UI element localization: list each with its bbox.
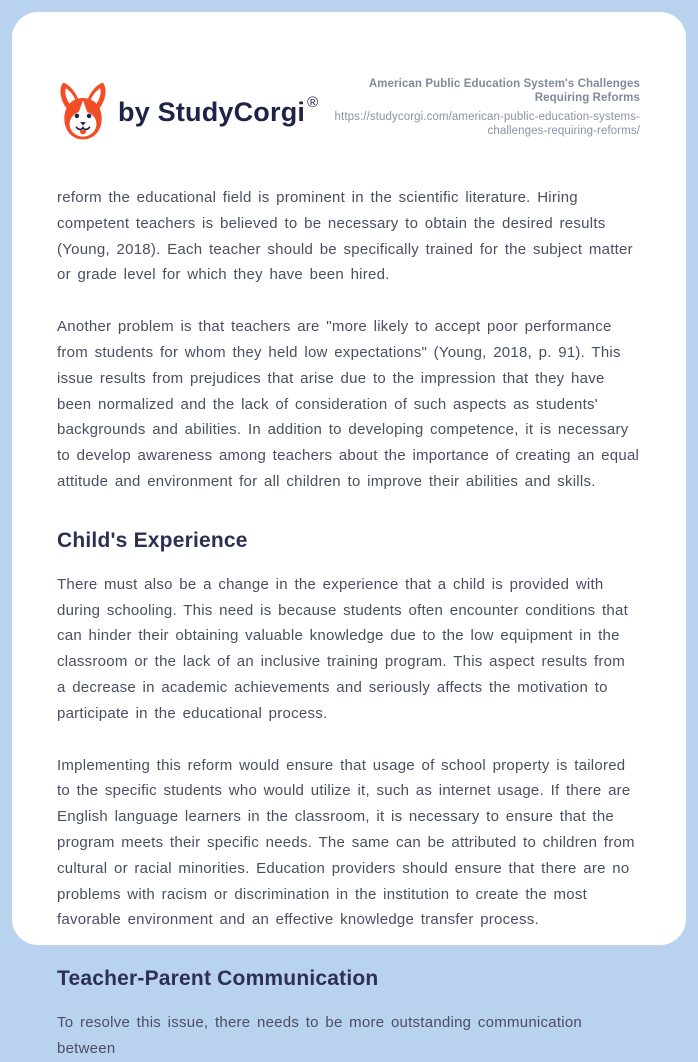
paragraph: To resolve this issue, there needs to be more outstanding communication between xyxy=(57,1014,583,1057)
article-body xyxy=(57,185,640,1062)
studycorgi-logo xyxy=(57,70,318,142)
brand-name-text: by StudyCorgi xyxy=(118,97,306,127)
section-heading-childs-experience: Child's Experience xyxy=(57,528,248,552)
brand-name xyxy=(118,94,318,128)
document-source-url: https://studycorgi.com/american-public-education-systems-challenges-requiring-reforms/ xyxy=(334,111,640,137)
section-heading-teacher-parent-communication: Teacher-Parent Communication xyxy=(57,967,379,991)
document-header xyxy=(57,70,640,142)
document-meta xyxy=(318,70,640,138)
document-card xyxy=(12,12,686,1057)
paragraph: Another problem is that teachers are "more likely to accept poor performance from students for whom they held low expectations" (Young, 2018, p. 91). This issue results from prejudices that arise due to the impression that they have been normalized and the lack of consideration of such aspects as students' backgrounds and abilities. In addition to developing competence, it is necessary to develop awareness among teachers about the importance of creating an equal attitude and environment for all children to improve their abilities and skills. xyxy=(57,318,640,490)
registered-trademark-mark: ® xyxy=(307,94,319,111)
document-title: American Public Education System's Challenges Requiring Reforms xyxy=(368,78,640,104)
corgi-dog-icon xyxy=(57,80,109,142)
paragraph: Implementing this reform would ensure that usage of school property is tailored to the specific students who would utilize it, such as internet usage. If there are English language learners in the classroom, it is necessary to ensure that the program meets their specific needs. The same can be attributed to children from cultural or racial minorities. Education providers should ensure that there are no problems with racism or discrimination in the institution to create the most favorable environment and an effective knowledge transfer process. xyxy=(57,756,635,929)
paragraph: reform the educational field is prominent in the scientific literature. Hiring competent teachers is believed to be necessary to obtain the desired results (Young, 2018). Each teacher should be specifically trained for the subject matter or grade level for which they have been hired. xyxy=(57,189,633,284)
paragraph: There must also be a change in the experience that a child is provided with during schooling. This need is because students often encounter conditions that can hinder their obtaining valuable knowledge due to the low equipment in the classroom or the lack of an inclusive training program. This aspect results from a decrease in academic achievements and seriously affects the motivation to participate in the educational process. xyxy=(57,575,628,722)
